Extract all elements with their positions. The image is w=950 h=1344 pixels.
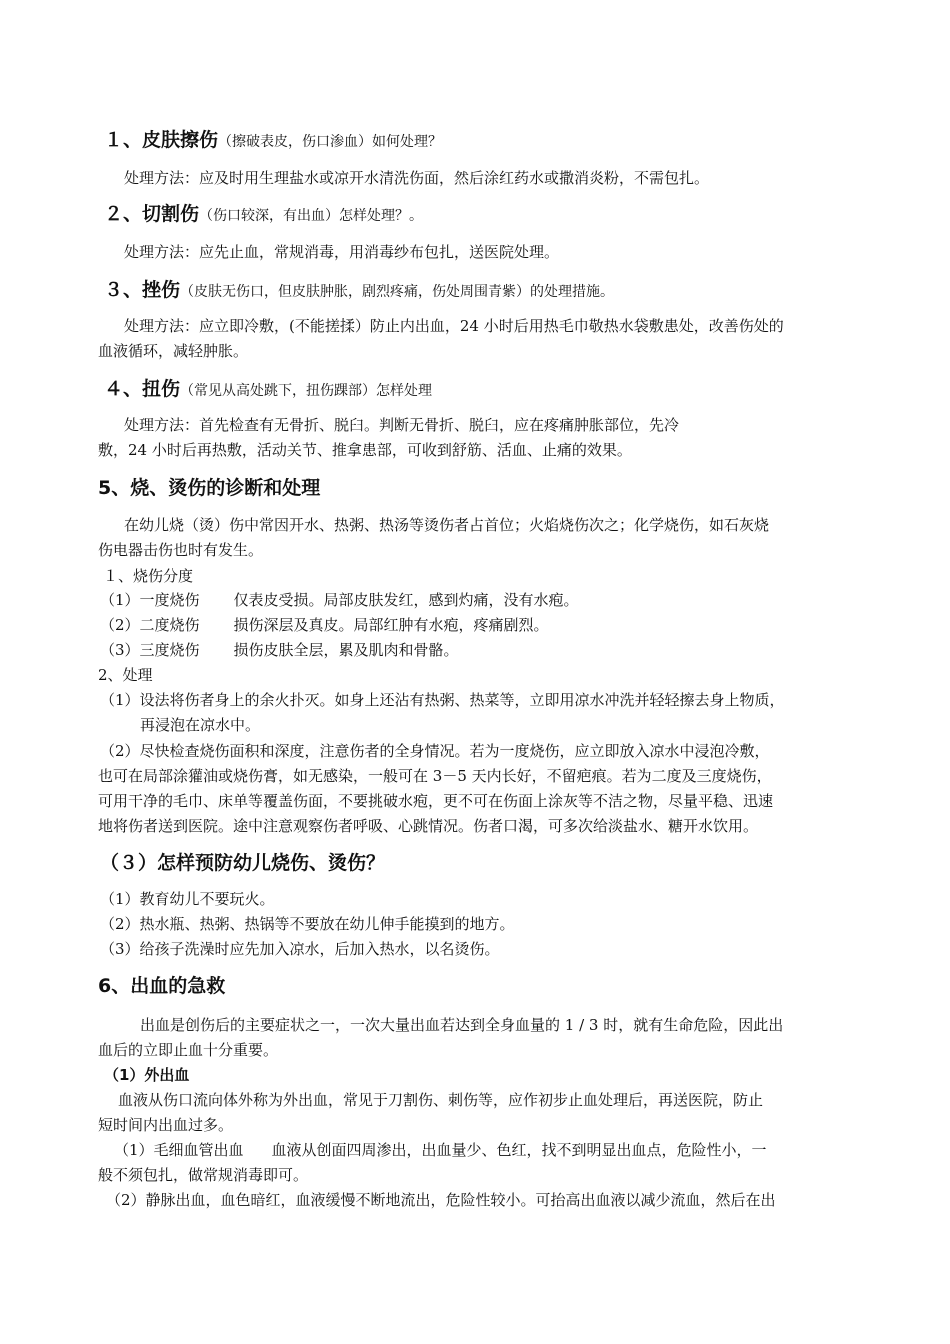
treatment-2-line-3: 可用干净的毛巾、床单等覆盖伤面，不要挑破水疱，更不可在伤面上涂灰等不洁之物，尽量平稳、迅速 [98, 792, 774, 810]
external-bleeding-line-2: 短时间内出血过多。 [98, 1116, 234, 1134]
burn-degree-3: （3）三度烧伤 损伤皮肤全层，累及肌肉和骨骼。 [100, 641, 459, 659]
treatment-2-line-1: （2）尽快检查烧伤面积和深度，注意伤者的全身情况。若为一度烧伤，应立即放入凉水中浸泡冷敷， [100, 742, 770, 760]
bleeding-intro-line-2: 血后的立即止血十分重要。 [98, 1041, 279, 1059]
treatment-1-line-1: （1）设法将伤者身上的余火扑灭。如身上还沾有热粥、热菜等，立即用凉水冲洗并轻轻擦去身上物质， [100, 691, 785, 709]
section-heading-prevention: （３）怎样预防幼儿烧伤、烫伤？ [100, 852, 386, 874]
subheading-treatment: 2、处理 [98, 666, 153, 684]
capillary-bleeding-line-2: 般不须包扎，做常规消毒即可。 [98, 1166, 309, 1184]
subheading-burn-degree: １、烧伤分度 [103, 567, 194, 585]
bleeding-intro-line-1: 出血是创伤后的主要症状之一，一次大量出血若达到全身血量的 1 / 3 时，就有生命危险，因此出 [140, 1016, 784, 1034]
heading-1: １、皮肤擦伤（擦破表皮，伤口渗血）如何处理？ [104, 129, 443, 151]
capillary-bleeding-line-1: （1）毛细血管出血 血液从创面四周渗出，出血量少、色红，找不到明显出血点，危险性小，一 [114, 1141, 767, 1159]
venous-bleeding-line-1: （2）静脉出血，血色暗红，血液缓慢不断地流出，危险性较小。可抬高出血液以减少流血，然后在出 [106, 1191, 776, 1209]
heading-2: ２、切割伤（伤口较深，有出血）怎样处理？。 [104, 203, 424, 225]
heading-4: ４、扭伤（常见从高处跳下，扭伤踝部）怎样处理 [104, 378, 433, 400]
burn-degree-2: （2）二度烧伤 损伤深层及真皮。局部红肿有水疱，疼痛剧烈。 [100, 616, 549, 634]
paragraph-4-line-1: 处理方法：首先检查有无骨折、脱臼。判断无骨折、脱臼，应在疼痛肿胀部位，先冷 [124, 416, 680, 434]
paragraph-5-line-1: 在幼儿烧（烫）伤中常因开水、热粥、热汤等烫伤者占首位；火焰烧伤次之；化学烧伤，如石灰烧 [124, 516, 770, 534]
section-heading-6: 6、出血的急救 [98, 975, 226, 997]
prevention-3: （3）给孩子洗澡时应先加入凉水，后加入热水，以名烫伤。 [100, 940, 500, 958]
paragraph-3-line-2: 血液循环，减轻肿胀。 [98, 342, 249, 360]
paragraph-1: 处理方法：应及时用生理盐水或凉开水清洗伤面，然后涂红药水或撒消炎粉，不需包扎。 [124, 169, 710, 187]
paragraph-2: 处理方法：应先止血，常规消毒，用消毒纱布包扎，送医院处理。 [124, 243, 560, 261]
heading-3: ３、挫伤（皮肤无伤口，但皮肤肿胀，剧烈疼痛，伤处周围青紫）的处理措施。 [104, 279, 615, 301]
burn-degree-1: （1）一度烧伤 仅表皮受损。局部皮肤发红，感到灼痛，没有水疱。 [100, 591, 579, 609]
paragraph-3-line-1: 处理方法：应立即冷敷，(不能搓揉）防止内出血，24 小时后用热毛巾敬热水袋敷患处，改善伤处的 [124, 317, 784, 335]
prevention-1: （1）教育幼儿不要玩火。 [100, 890, 275, 908]
subheading-external-bleeding: （1）外出血 [104, 1066, 190, 1084]
treatment-1-line-2: 再浸泡在凉水中。 [140, 716, 261, 734]
paragraph-5-line-2: 伤电器击伤也时有发生。 [98, 541, 264, 559]
treatment-2-line-2: 也可在局部涂獾油或烧伤膏，如无感染，一般可在 3－5 天内长好，不留疤痕。若为二度及三度烧伤， [98, 767, 772, 785]
prevention-2: （2）热水瓶、热粥、热锅等不要放在幼儿伸手能摸到的地方。 [100, 915, 515, 933]
external-bleeding-line-1: 血液从伤口流向体外称为外出血，常见于刀割伤、刺伤等，应作初步止血处理后，再送医院，防止 [118, 1091, 764, 1109]
section-heading-5: 5、烧、烫伤的诊断和处理 [98, 477, 321, 499]
paragraph-4-line-2: 敷，24 小时后再热敷，活动关节、推拿患部，可收到舒筋、活血、止痛的效果。 [98, 441, 632, 459]
treatment-2-line-4: 地将伤者送到医院。途中注意观察伤者呼吸、心跳情况。伤者口渴，可多次给淡盐水、糖开水饮用。 [98, 817, 759, 835]
